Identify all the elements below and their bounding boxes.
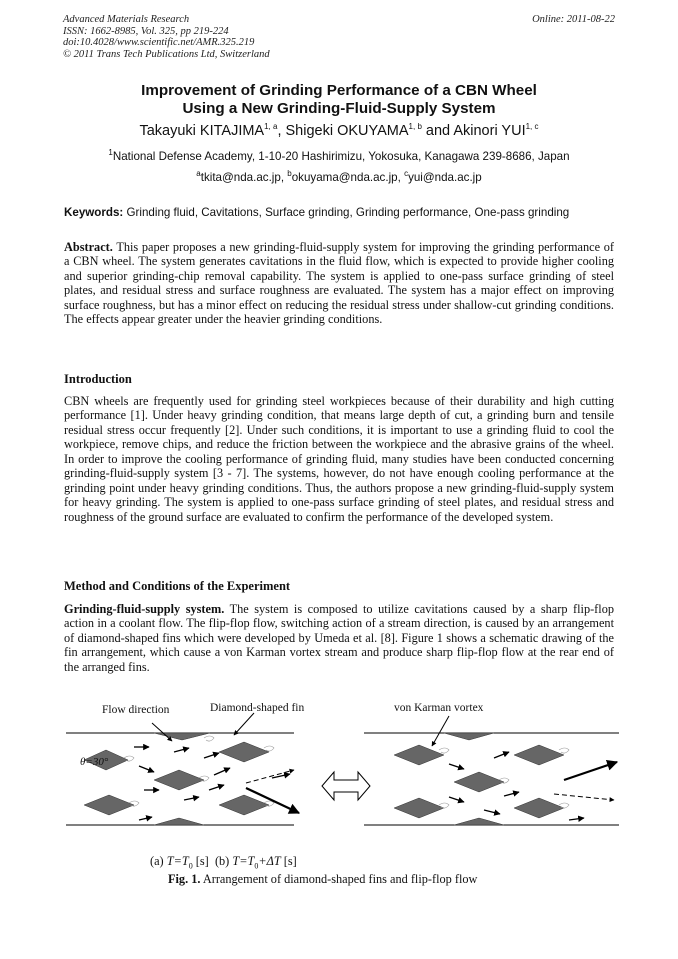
author-sup: 1, b	[408, 122, 422, 132]
doi: doi:10.4028/www.scientific.net/AMR.325.219	[63, 37, 255, 48]
diamond-fin	[219, 742, 269, 762]
introduction-paragraph: CBN wheels are frequently used for grinding steel workpieces because of their durability and high cutting performance [1]. Under heavy grinding condition, that means large depth of cut, a grinding burn and tensile residual stress occur frequently [2]. Under such conditions, it is important to use a grinding fluid to cool the workpiece, remove chips, and reduce the friction between the workpiece and the abrasive grains of the wheel. In order to improve the cooling performance of grinding fluid, many studies have been conducted concerning grinding-fluid-supply system [3 - 7]. The systems, however, do not have enough cooling performance at the grinding point under heavy grinding conditions. Thus, the authors propose a new grinding-fluid-supply system for heavy grinding. The system is applied to one-pass surface grinding of steel plates, and residual stress and roughness of the ground surface are evaluated to confirm the performance of the developed system.	[64, 394, 614, 524]
dashed-flow-arrow	[246, 770, 294, 783]
title-line-1: Improvement of Grinding Performance of a CBN Wheel	[141, 82, 537, 99]
diamond-fin	[454, 772, 504, 792]
vortex-label-pointer	[432, 716, 449, 746]
figure-caption	[168, 872, 477, 887]
diamond-fin	[394, 745, 444, 765]
label-vortex: von Karman vortex	[394, 702, 484, 714]
sublabel-a: (a)	[150, 854, 164, 868]
email-sup: b	[287, 169, 292, 179]
label-angle: θ=30°	[80, 756, 109, 768]
abstract-label: Abstract.	[64, 240, 113, 254]
section-heading-method: Method and Conditions of the Experiment	[64, 579, 291, 593]
diamond-fin	[454, 818, 504, 825]
caption-label: Fig. 1.	[168, 872, 201, 886]
diamond-fin	[394, 798, 444, 818]
affiliation-sup: 1	[108, 148, 113, 158]
fin-label-pointer	[234, 713, 254, 735]
online-date: Online: 2011-08-22	[532, 14, 615, 25]
affiliation-text: National Defense Academy, 1-10-20 Hashirimizu, Yokosuka, Kanagawa 239-8686, Japan	[112, 150, 570, 163]
flow-direction-pointer	[152, 723, 172, 741]
subscript: 0	[254, 861, 259, 871]
keywords	[64, 206, 624, 219]
delta: +ΔT	[258, 854, 281, 868]
issn: ISSN: 1662-8985, Vol. 325, pp 219-224	[63, 25, 229, 37]
author-sup: 1, a	[264, 122, 278, 132]
diamond-fin	[514, 798, 564, 818]
flow-arrows-a	[134, 747, 290, 820]
dashed-flow-arrow	[554, 794, 614, 800]
author-sep: and	[421, 123, 454, 139]
var: T	[232, 854, 240, 868]
subsection-label: Grinding-fluid-supply system.	[64, 602, 225, 616]
diamond-fin	[154, 818, 204, 825]
eq: =T	[239, 854, 255, 868]
email[interactable]: tkita@nda.ac.jp	[200, 171, 281, 184]
main-flow-arrow	[564, 762, 617, 780]
caption-text: Arrangement of diamond-shaped fins and flip-flop flow	[202, 872, 478, 886]
diamond-fin	[154, 770, 204, 790]
var: T	[166, 854, 174, 868]
transition-double-arrow	[322, 772, 370, 800]
email-sup: a	[196, 169, 201, 179]
unit: [s]	[192, 854, 209, 868]
author-list	[0, 123, 678, 139]
diamond-fins-b	[394, 733, 564, 825]
author-sep: ,	[277, 123, 286, 139]
label-flow-direction: Flow direction	[102, 704, 170, 716]
keywords-label: Keywords:	[64, 206, 124, 219]
email-sep: ,	[280, 171, 288, 184]
diamond-fin	[444, 733, 494, 740]
label-diamond-fin: Diamond-shaped fin	[210, 702, 305, 714]
unit: [s]	[280, 854, 297, 868]
journal-header	[63, 14, 270, 60]
email[interactable]: okuyama@nda.ac.jp	[291, 171, 398, 184]
affiliation	[0, 150, 678, 163]
panel-b	[364, 716, 619, 825]
diamond-fin	[219, 795, 269, 815]
author-name: Takayuki KITAJIMA	[139, 123, 265, 139]
diamond-fins-a	[84, 733, 269, 825]
diamond-fin	[84, 795, 134, 815]
title-line-2: Using a New Grinding-Fluid-Supply System	[182, 100, 496, 117]
abstract	[64, 240, 614, 327]
diamond-fin	[514, 745, 564, 765]
eq: =T	[173, 854, 189, 868]
fin-arrangement-diagram	[64, 700, 620, 850]
journal-name: Advanced Materials Research	[63, 14, 190, 25]
figure-1	[64, 700, 620, 850]
email-list	[0, 171, 678, 184]
email-sep: ,	[397, 171, 405, 184]
section-heading-introduction: Introduction	[64, 372, 132, 386]
method-text: The system is composed to utilize cavitations caused by a sharp flip-flop action in a coolant flow. The flip-flop flow, switching action of a stream direction, is caused by an arrangement of diamond-shaped fins which were developed by Umeda et al. [8]. Figure 1 shows a schematic drawing of the fin arrangement, which cause a von Karman vortex stream and produce sharp flip-flop flow at the rear end of the arranged fins.	[64, 602, 614, 674]
author-name: Akinori YUI	[453, 123, 526, 139]
keywords-text: Grinding fluid, Cavitations, Surface grinding, Grinding performance, One-pass grinding	[126, 206, 570, 219]
author-name: Shigeki OKUYAMA	[285, 123, 409, 139]
subscript: 0	[188, 861, 193, 871]
diamond-fin	[154, 733, 210, 740]
email[interactable]: yui@nda.ac.jp	[408, 171, 482, 184]
figure-sublabels	[150, 854, 297, 870]
author-sup: 1, c	[525, 122, 539, 132]
method-paragraph	[64, 602, 614, 674]
copyright: © 2011 Trans Tech Publications Ltd, Switzerland	[63, 48, 270, 60]
panel-a	[66, 713, 299, 825]
email-sup: c	[404, 169, 409, 179]
sublabel-b: (b)	[214, 854, 230, 868]
abstract-text: This paper proposes a new grinding-fluid-supply system for improving the grinding performance of a CBN wheel. The system generates cavitations in the fluid flow, which is expected to provide higher cooling and superior grinding-chip removal capability. The system is applied to one-pass surface grinding of steel plates, and residual stress and surface roughness are evaluated. The system has a major effect on improving surface roughness, but has a minor effect on reducing the residual stress under shallow-cut grinding conditions. The effects appear greater under the heavier grinding conditions.	[64, 240, 614, 327]
paper-title	[0, 82, 678, 118]
